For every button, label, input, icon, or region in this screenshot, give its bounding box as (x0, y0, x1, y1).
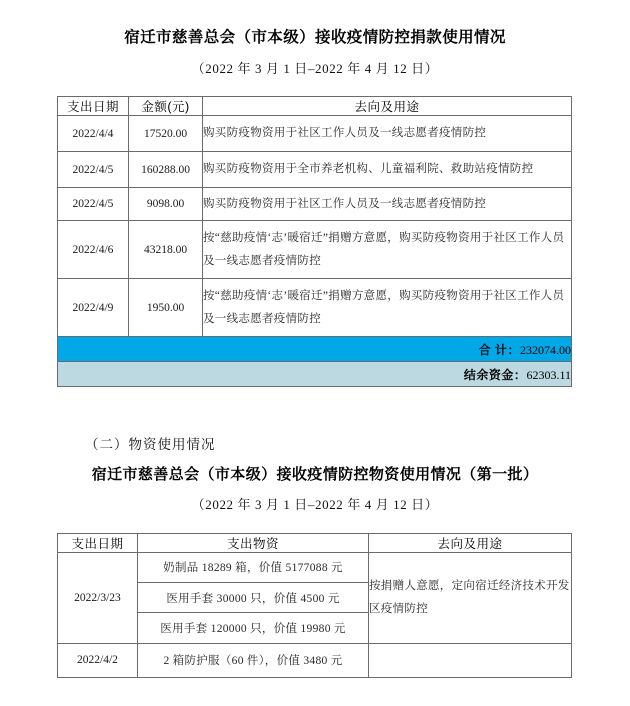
cell-date: 2022/4/4 (58, 116, 129, 152)
section2-title: 宿迁市慈善总会（市本级）接收疫情防控物资使用情况（第一批） (91, 466, 539, 484)
cell-purpose: 购买防疫物资用于社区工作人员及一线志愿者疫情防控 (203, 116, 572, 152)
column-header-amount: 金额(元) (129, 97, 203, 116)
goods-subrow (138, 583, 368, 613)
cell-purpose (369, 643, 572, 677)
table-header-row (58, 97, 572, 116)
goods-item: 医用手套 120000 只，价值 19980 元 (160, 622, 346, 635)
section1-subtitle: （2022 年 3 月 1 日–2022 年 4 月 12 日） (191, 60, 439, 76)
cell-amount: 9098.00 (129, 188, 203, 221)
cell-amount: 17520.00 (129, 116, 203, 152)
cell-date: 2022/4/5 (58, 152, 129, 188)
column-header-date: 支出日期 (58, 533, 138, 552)
goods-subtable (138, 553, 368, 643)
column-header-goods: 支出物资 (138, 533, 369, 552)
cell-amount: 160288.00 (129, 152, 203, 188)
cell-purpose: 按捐赠人意愿，定向宿迁经济技术开发区疫情防控 (369, 552, 572, 643)
goods-item: 奶制品 18289 箱，价值 5177088 元 (138, 553, 368, 583)
section2-label: （二）物资使用情况 (85, 437, 216, 453)
section1-title: 宿迁市慈善总会（市本级）接收疫情防控捐款使用情况 (124, 29, 506, 46)
cell-date: 2022/4/2 (58, 643, 138, 677)
cell-date: 2022/4/6 (58, 221, 129, 279)
total-label: 合 计： (478, 342, 520, 357)
donation-usage-table (57, 96, 572, 387)
cell-date: 2022/4/9 (58, 279, 129, 337)
cell-purpose: 按“慈助疫情‘志’暖宿迁”捐赠方意愿，购买防疫物资用于社区工作人员及一线志愿者疫情防控 (203, 221, 572, 279)
table-row (58, 116, 572, 152)
table-row (58, 152, 572, 188)
section-2 (0, 433, 630, 677)
table-row (58, 188, 572, 221)
column-header-purpose: 去向及用途 (369, 533, 572, 552)
section2-subtitle: （2022 年 3 月 1 日–2022 年 4 月 12 日） (191, 497, 439, 513)
goods-item: 2 箱防护服（60 件），价值 3480 元 (138, 643, 369, 677)
table-header-row (58, 533, 572, 552)
balance-value: 62303.11 (526, 367, 571, 382)
cell-purpose: 购买防疫物资用于全市养老机构、儿童福利院、救助站疫情防控 (203, 152, 572, 188)
total-value: 232074.00 (520, 342, 571, 357)
goods-item: 医用手套 30000 只，价值 4500 元 (138, 583, 368, 613)
cell-date: 2022/4/5 (58, 188, 129, 221)
total-cell (58, 337, 572, 362)
table-row (58, 221, 572, 279)
table-row (58, 643, 572, 677)
total-row (58, 337, 572, 362)
cell-purpose: 按“慈助疫情‘志’暖宿迁”捐赠方意愿，购买防疫物资用于社区工作人员及一线志愿者疫情防控 (203, 279, 572, 337)
column-header-date: 支出日期 (58, 97, 129, 116)
cell-purpose: 购买防疫物资用于社区工作人员及一线志愿者疫情防控 (203, 188, 572, 221)
cell-date: 2022/3/23 (58, 552, 138, 643)
balance-row (58, 362, 572, 387)
column-header-purpose: 去向及用途 (203, 97, 572, 116)
table-row (58, 552, 572, 643)
cell-goods-group (138, 552, 369, 643)
cell-amount: 43218.00 (129, 221, 203, 279)
table-row (58, 279, 572, 337)
goods-usage-table (57, 533, 572, 678)
goods-subrow (138, 613, 368, 643)
balance-cell (58, 362, 572, 387)
goods-subrow (138, 553, 368, 583)
cell-amount: 1950.00 (129, 279, 203, 337)
balance-label: 结余资金： (463, 367, 527, 382)
